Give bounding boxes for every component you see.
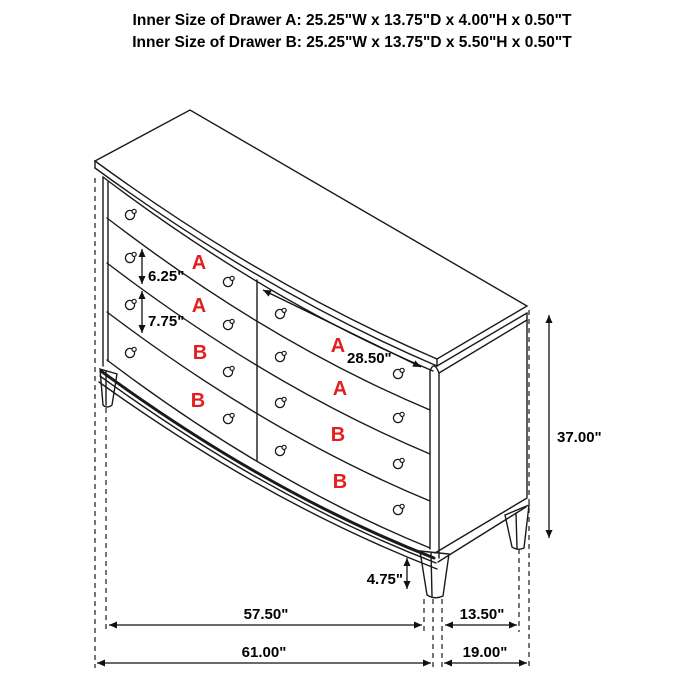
dim-label-front-width-inner: 57.50": [243, 606, 289, 623]
dim-label-drawer-b-height: 7.75": [148, 313, 185, 330]
dim-label-overall-width: 61.00": [241, 644, 287, 661]
drawer-label-left-3: B: [192, 342, 208, 364]
dim-label-overall-depth: 19.00": [462, 644, 508, 661]
dim-label-overall-height: 37.00": [557, 429, 602, 446]
dim-label-leg-height: 4.75": [366, 571, 403, 588]
drawer-label-right-4: B: [332, 471, 348, 493]
drawer-label-right-2: A: [332, 378, 348, 400]
title-drawer-b-size: Inner Size of Drawer B: 25.25"W x 13.75"D x 5.50"H x 0.50"T: [132, 34, 572, 51]
drawer-label-left-1: A: [191, 252, 207, 274]
dim-label-drawer-a-height: 6.25": [148, 268, 185, 285]
drawer-label-left-2: A: [191, 295, 207, 317]
drawer-label-right-3: B: [330, 424, 346, 446]
dim-label-side-depth-inner: 13.50": [459, 606, 505, 623]
title-drawer-a-size: Inner Size of Drawer A: 25.25"W x 13.75"D x 4.00"H x 0.50"T: [132, 12, 572, 29]
dim-label-drawer-column-width: 28.50": [347, 350, 392, 367]
drawer-label-left-4: B: [190, 390, 206, 412]
dresser-outline: [95, 110, 529, 598]
drawer-label-right-1: A: [330, 335, 346, 357]
